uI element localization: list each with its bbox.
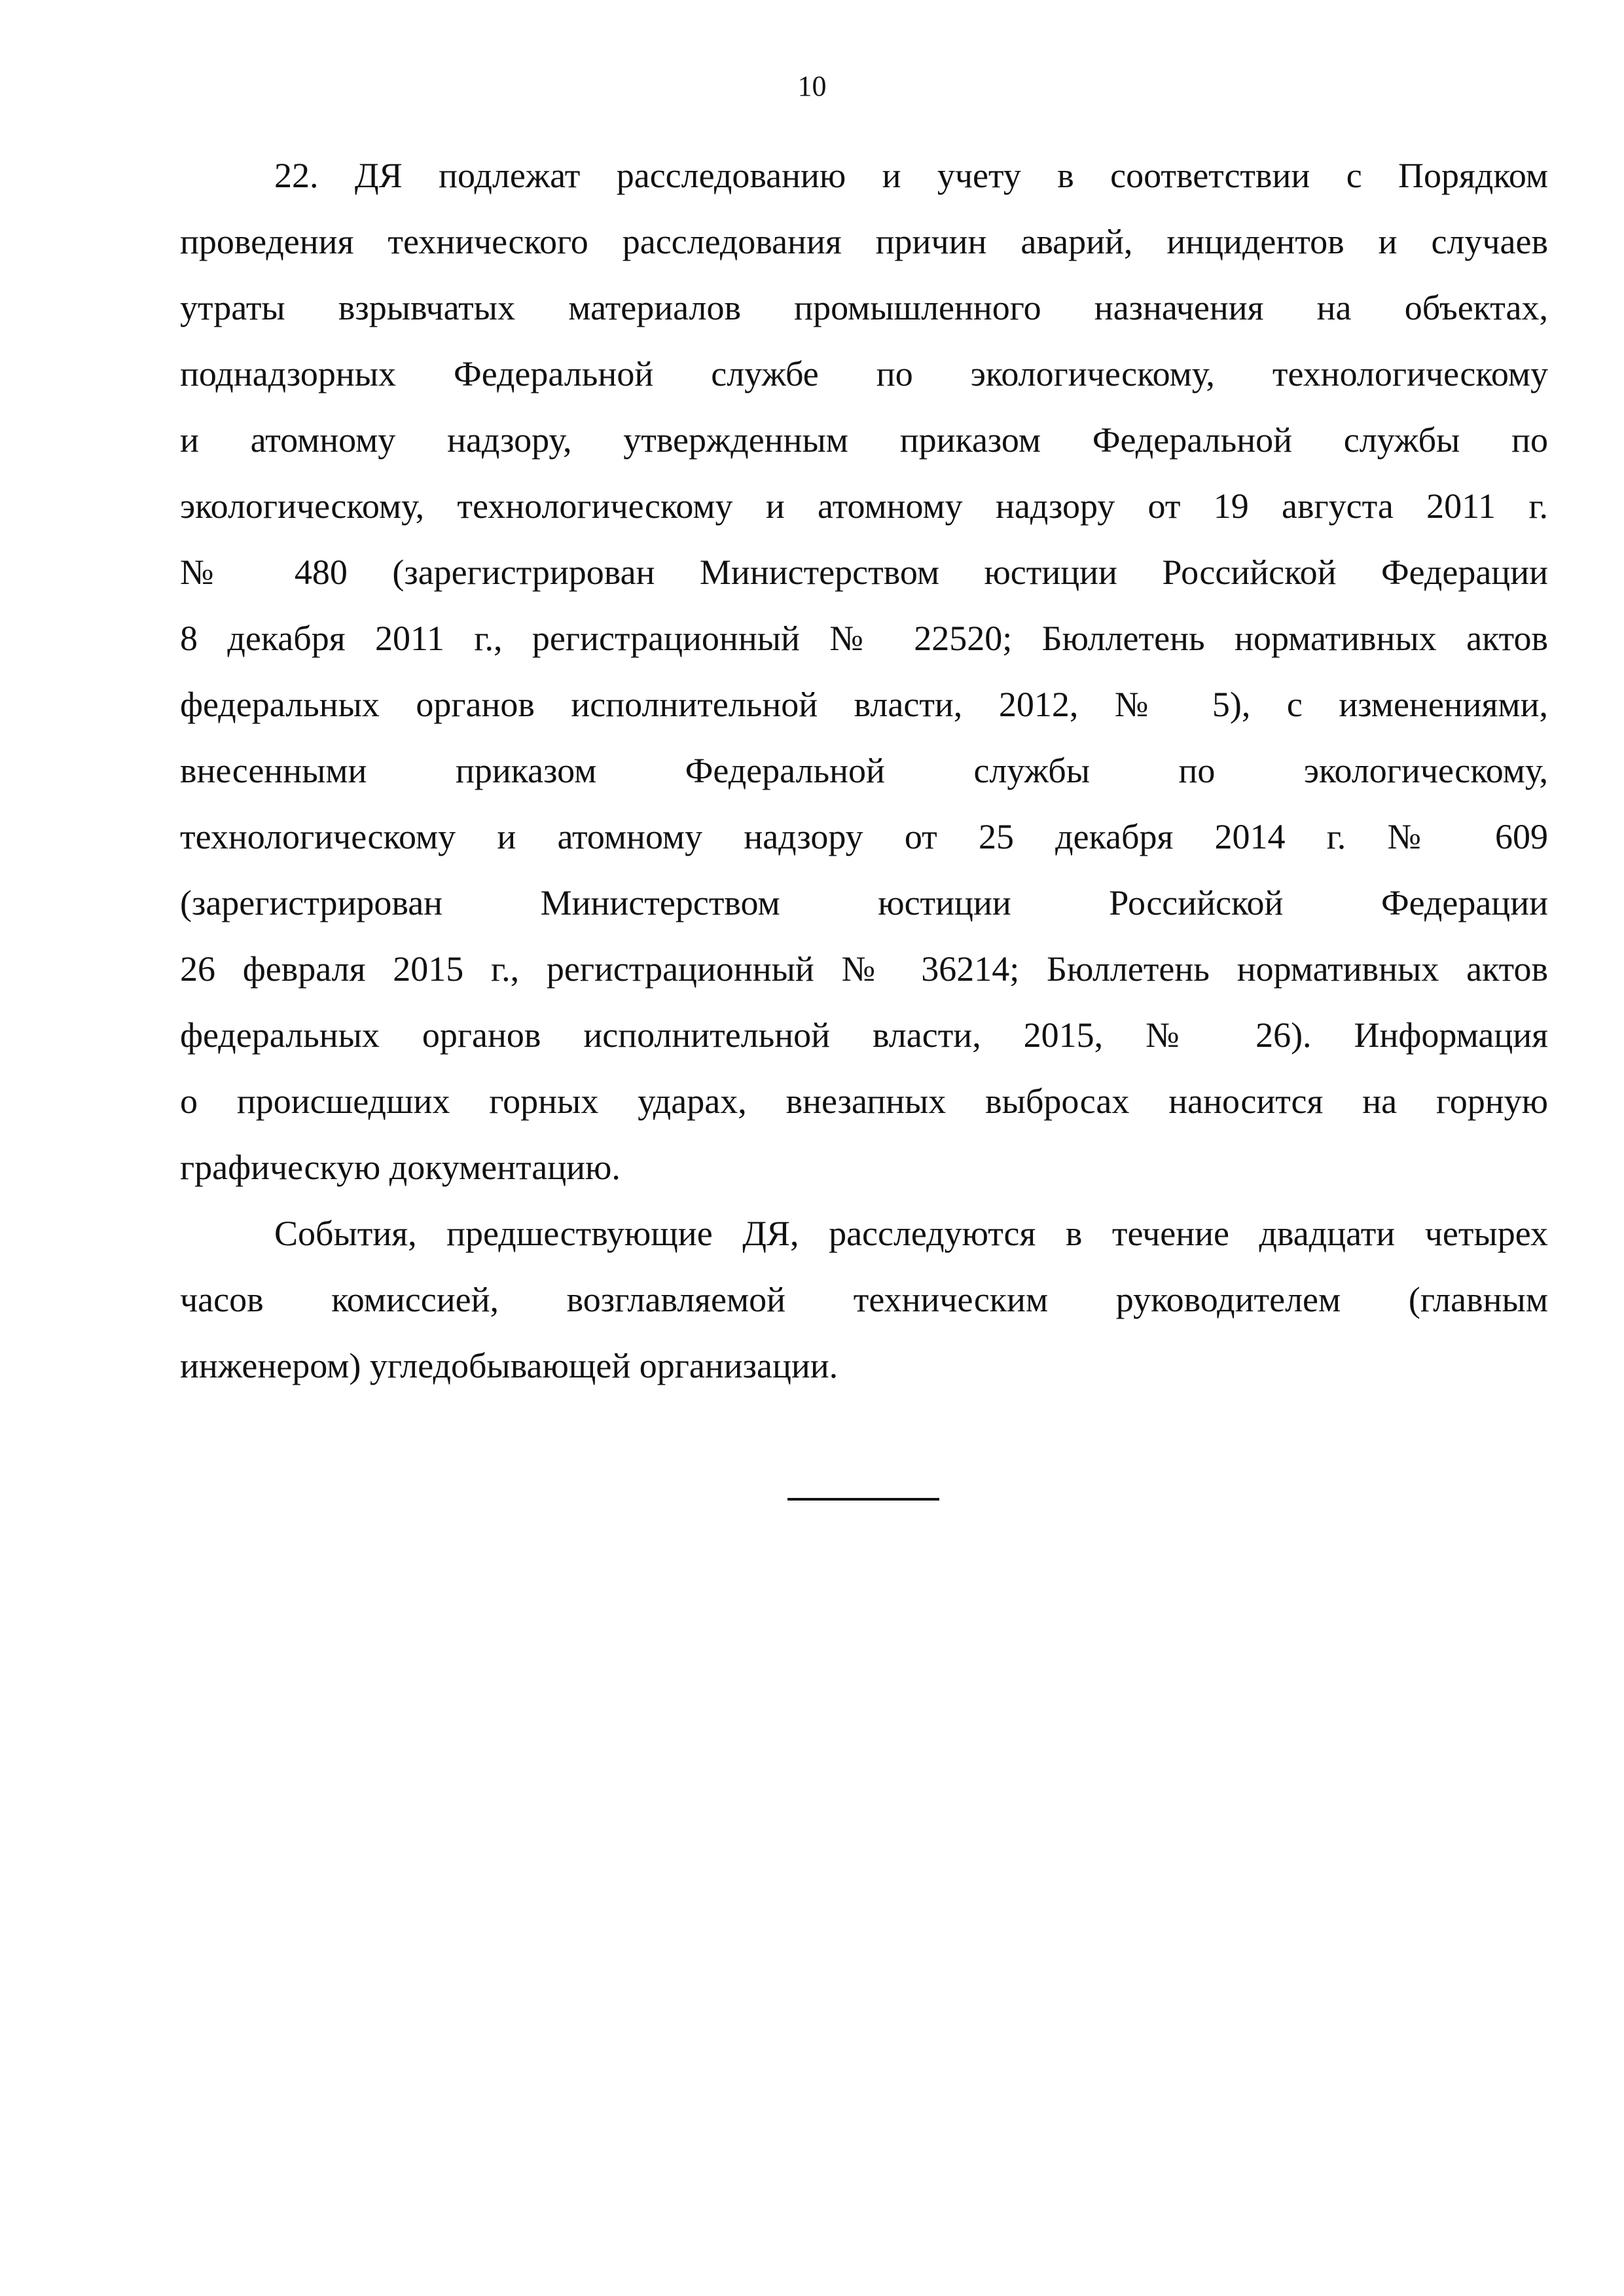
paragraph-events <box>180 1201 1548 1399</box>
text-line: графическую документацию. <box>180 1148 621 1187</box>
text-line: часов комиссией, возглавляемой техническим руководителем (главным <box>180 1280 1548 1319</box>
text-line: 22. ДЯ подлежат расследованию и учету в соответствии с Порядком <box>274 156 1548 195</box>
document-body <box>180 143 1548 1399</box>
text-line: 26 февраля 2015 г., регистрационный № 36214; Бюллетень нормативных актов <box>180 949 1548 989</box>
text-line: технологическому и атомному надзору от 25 декабря 2014 г. № 609 <box>180 817 1548 856</box>
text-line: (зарегистрирован Министерством юстиции Российской Федерации <box>180 883 1548 922</box>
text-line: федеральных органов исполнительной власти, 2012, № 5), с изменениями, <box>180 685 1548 724</box>
text-line: № 480 (зарегистрирован Министерством юстиции Российской Федерации <box>180 553 1548 592</box>
page-number: 10 <box>797 70 827 102</box>
text-line: проведения технического расследования причин аварий, инцидентов и случаев <box>180 222 1548 261</box>
text-line: 8 декабря 2011 г., регистрационный № 22520; Бюллетень нормативных актов <box>180 619 1548 658</box>
text-line: утраты взрывчатых материалов промышленного назначения на объектах, <box>180 288 1548 327</box>
paragraph-22 <box>180 143 1548 1201</box>
text-line: экологическому, технологическому и атомному надзору от 19 августа 2011 г. <box>180 486 1548 526</box>
text-line: и атомному надзору, утвержденным приказом Федеральной службы по <box>180 420 1548 460</box>
text-line: федеральных органов исполнительной власти, 2015, № 26). Информация <box>180 1015 1548 1055</box>
text-line: инженером) угледобывающей организации. <box>180 1346 839 1385</box>
text-line: События, предшествующие ДЯ, расследуются в течение двадцати четырех <box>274 1214 1548 1253</box>
text-line: поднадзорных Федеральной службе по экологическому, технологическому <box>180 354 1548 393</box>
text-line: внесенными приказом Федеральной службы по экологическому, <box>180 751 1548 790</box>
text-line: о происшедших горных ударах, внезапных выбросах наносится на горную <box>180 1082 1548 1121</box>
end-of-document-rule <box>787 1498 939 1501</box>
